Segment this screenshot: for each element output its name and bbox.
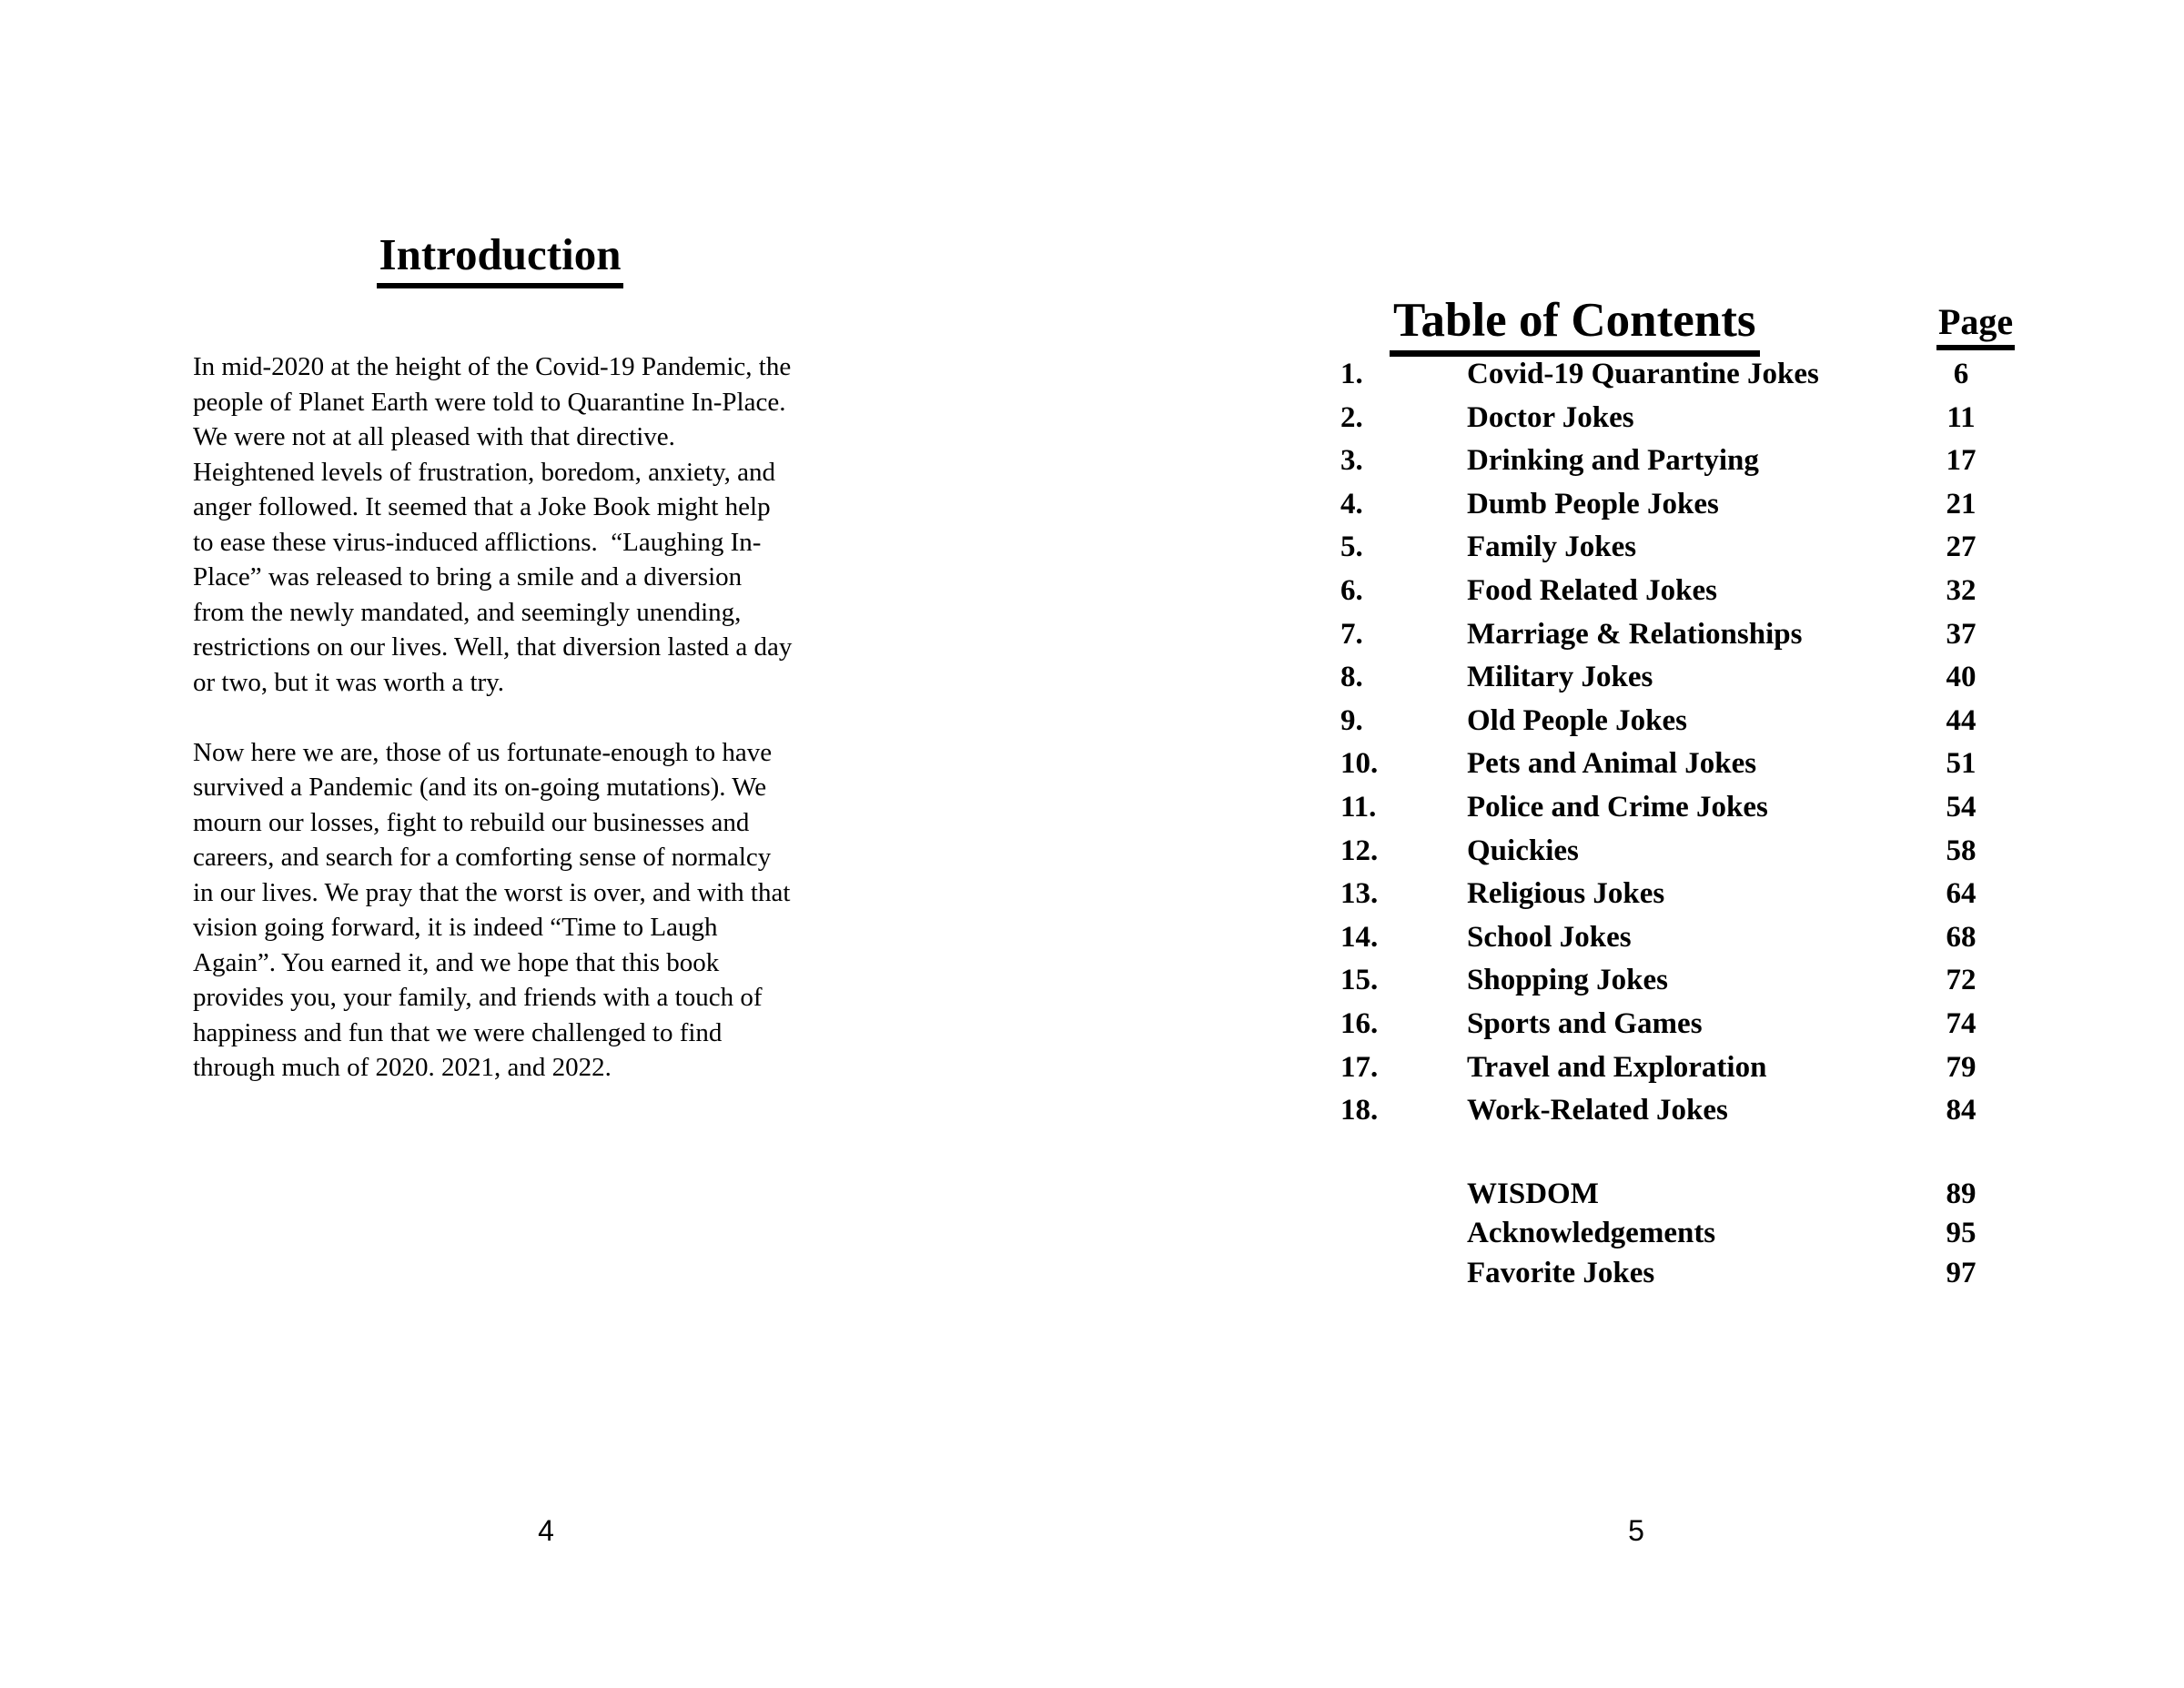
toc-entry-title: Old People Jokes	[1467, 703, 1688, 737]
toc-entry-page: 40	[1946, 661, 1977, 694]
toc-row	[1340, 1089, 2016, 1133]
page-number-left: 4	[538, 1514, 554, 1547]
toc-row	[1340, 700, 2016, 743]
toc-entry-page: 17	[1946, 444, 1977, 478]
toc-entry-title: Marriage & Relationships	[1467, 617, 1803, 651]
toc-entry-page: 84	[1946, 1094, 1977, 1127]
toc-entry-number: 12.	[1340, 834, 1379, 867]
text-line: people of Planet Earth were told to Quarantine In-Place.	[193, 387, 786, 417]
toc-row	[1340, 1175, 2016, 1215]
toc-entry-page: 79	[1946, 1050, 1977, 1084]
toc-entry-title: WISDOM	[1467, 1177, 1599, 1210]
toc-row	[1340, 873, 2016, 916]
toc-entry-number	[1340, 1214, 1467, 1254]
toc-entry-title: Sports and Games	[1467, 1006, 1703, 1040]
toc-entry-number: 18.	[1340, 1094, 1379, 1127]
toc-entry-number: 2.	[1340, 400, 1363, 434]
text-line: mourn our losses, fight to rebuild our businesses and	[193, 807, 750, 837]
toc-entry-title: Religious Jokes	[1467, 877, 1665, 911]
toc-row	[1340, 1003, 2016, 1046]
toc-entry-title: Work-Related Jokes	[1467, 1094, 1728, 1127]
toc-entry-title: Military Jokes	[1467, 661, 1653, 694]
toc-entry-number: 9.	[1340, 703, 1363, 737]
toc-entry-number: 1.	[1340, 358, 1363, 390]
toc-entry-title: Dumb People Jokes	[1467, 487, 1719, 521]
toc-entry-page: 51	[1946, 747, 1977, 781]
toc-row	[1340, 397, 2016, 440]
toc-page-column-heading: Page	[1936, 304, 2015, 350]
toc-entry-page: 64	[1946, 877, 1977, 911]
introduction-heading-wrap	[193, 202, 807, 318]
toc-row	[1340, 830, 2016, 874]
toc-entry-page: 27	[1946, 531, 1977, 564]
toc-entry-page: 58	[1946, 834, 1977, 867]
toc-entry-page: 97	[1946, 1256, 1977, 1289]
toc-entry-page: 54	[1946, 790, 1977, 824]
toc-entry-title: Covid-19 Quarantine Jokes	[1467, 358, 1819, 390]
toc-entry-number: 14.	[1340, 920, 1379, 954]
toc-entry-number: 16.	[1340, 1006, 1379, 1040]
toc-entry-page: 21	[1946, 487, 1977, 521]
toc-entry-number: 11.	[1340, 790, 1377, 824]
text-line: survived a Pandemic (and its on-going mutations). We	[193, 773, 767, 802]
toc-entry-title: Quickies	[1467, 834, 1579, 867]
toc-entry-page: 37	[1946, 617, 1977, 651]
text-line: careers, and search for a comforting sense of normalcy	[193, 843, 772, 872]
toc-entry-title: Shopping Jokes	[1467, 964, 1669, 997]
toc-row	[1340, 526, 2016, 570]
introduction-paragraph	[193, 735, 957, 1086]
toc-entry-number: 15.	[1340, 964, 1379, 997]
toc-row	[1340, 570, 2016, 613]
text-line: vision going forward, it is indeed “Time to Laugh	[193, 913, 718, 942]
toc-heading: Table of Contents	[1390, 297, 1760, 357]
introduction-heading: Introduction	[377, 232, 624, 288]
toc-row	[1340, 916, 2016, 960]
toc-entry-page: 44	[1946, 703, 1977, 737]
text-line: or two, but it was worth a try.	[193, 667, 505, 697]
toc-row	[1340, 959, 2016, 1003]
toc-entry-page: 72	[1946, 964, 1977, 997]
toc-entry-title: Food Related Jokes	[1467, 573, 1717, 607]
toc-entry-page: 68	[1946, 920, 1977, 954]
text-line: provides you, your family, and friends with a touch of	[193, 983, 763, 1012]
toc-entry-page: 95	[1946, 1217, 1977, 1250]
text-line: Again”. You earned it, and we hope that this book	[193, 947, 720, 977]
toc-entry-title: Favorite Jokes	[1467, 1256, 1655, 1289]
toc-row	[1340, 1254, 2016, 1294]
text-line: through much of 2020. 2021, and 2022.	[193, 1053, 612, 1082]
toc-entry-number: 13.	[1340, 877, 1379, 911]
toc-entry-title: Family Jokes	[1467, 531, 1637, 564]
toc-entry-title: Pets and Animal Jokes	[1467, 747, 1757, 781]
toc-entry-page: 89	[1946, 1177, 1977, 1210]
text-line: Place” was released to bring a smile and a diversion	[193, 562, 743, 591]
toc-entry-number: 3.	[1340, 444, 1363, 478]
text-line: restrictions on our lives. Well, that diversion lasted a day	[193, 632, 793, 662]
introduction-text	[193, 349, 957, 1086]
toc-entry-page: 74	[1946, 1006, 1977, 1040]
toc-entry-number	[1340, 1254, 1467, 1294]
toc-entry-title: Drinking and Partying	[1467, 444, 1759, 478]
toc-spacer	[1340, 1133, 2016, 1175]
text-line: Heightened levels of frustration, boredom, anxiety, and	[193, 457, 775, 487]
toc-row	[1340, 613, 2016, 657]
text-line: In mid-2020 at the height of the Covid-19 Pandemic, the	[193, 352, 792, 381]
toc-row	[1340, 440, 2016, 483]
toc-entry-page: 11	[1946, 400, 1976, 434]
text-line: anger followed. It seemed that a Joke Book might help	[193, 492, 771, 521]
text-line: in our lives. We pray that the worst is over, and with that	[193, 877, 791, 907]
toc-row	[1340, 353, 2016, 397]
toc-entry-page: 32	[1946, 573, 1977, 607]
toc-entry-number: 8.	[1340, 661, 1363, 694]
text-line: to ease these virus-induced afflictions. “Laughing In-	[193, 527, 762, 557]
text-line: Now here we are, those of us fortunate-enough to have	[193, 737, 773, 767]
toc-entry-number: 10.	[1340, 747, 1379, 781]
toc-entry-number: 4.	[1340, 487, 1363, 521]
toc-entry-title: Travel and Exploration	[1467, 1050, 1767, 1084]
toc-entry-number: 17.	[1340, 1050, 1379, 1084]
toc-row	[1340, 1214, 2016, 1254]
toc-entry-page: 6	[1953, 358, 1969, 390]
toc-entry-number: 7.	[1340, 617, 1363, 651]
text-line: We were not at all pleased with that directive.	[193, 422, 675, 451]
toc-entry-title: Police and Crime Jokes	[1467, 790, 1768, 824]
toc-entry-title: Acknowledgements	[1467, 1217, 1716, 1250]
text-line: happiness and fun that we were challenged to find	[193, 1017, 723, 1047]
toc-row	[1340, 786, 2016, 830]
toc-entry-number: 5.	[1340, 531, 1363, 564]
page-number-right: 5	[1628, 1514, 1644, 1547]
toc-entry-number	[1340, 1175, 1467, 1215]
introduction-paragraph	[193, 349, 957, 700]
toc-entry-number: 6.	[1340, 573, 1363, 607]
toc-row	[1340, 656, 2016, 700]
toc-entry-title: School Jokes	[1467, 920, 1632, 954]
text-line: from the newly mandated, and seemingly unending,	[193, 597, 742, 627]
toc-list	[1340, 353, 2016, 1293]
toc-row	[1340, 743, 2016, 786]
toc-row	[1340, 483, 2016, 527]
toc-row	[1340, 1046, 2016, 1090]
toc-entry-title: Doctor Jokes	[1467, 400, 1634, 434]
